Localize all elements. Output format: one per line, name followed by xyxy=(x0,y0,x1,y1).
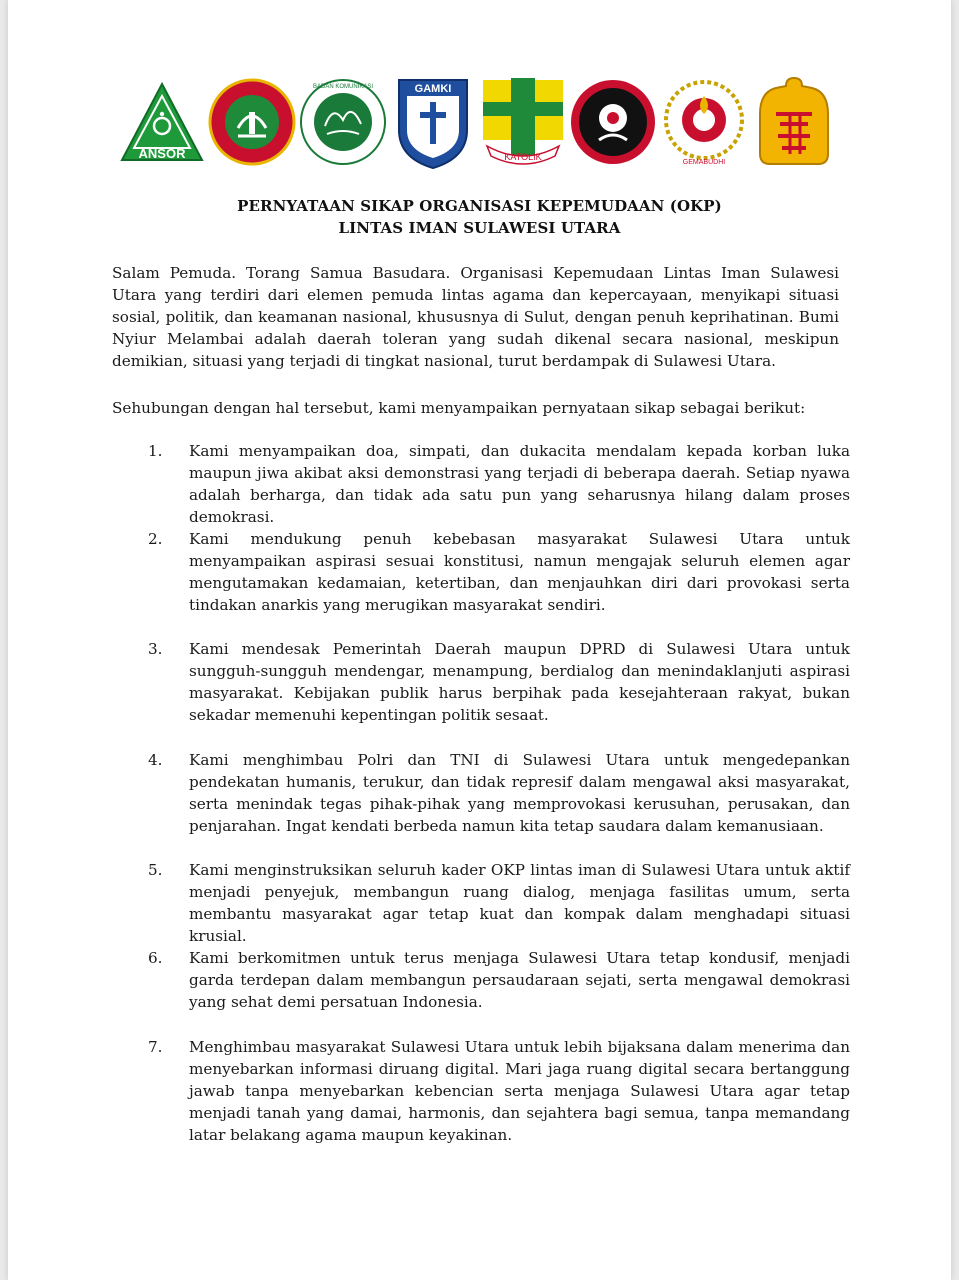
svg-text:GEMABUDHI: GEMABUDHI xyxy=(682,159,725,166)
list-item-text: Menghimbau masyarakat Sulawesi Utara untuk lebih bijaksana dalam menerima dan menyebarkan informasi diruang digital. Mari jaga ruang digital secara bertanggung jawab tanpa menyebarkan kebencian serta menjaga Sulawesi Utara agar tetap menjadi tanah yang damai, harmonis, dan sejahtera bagi semua, tanpa memandang latar belakang agama maupun keyakinan. xyxy=(189,1038,850,1144)
list-item-number: 4. xyxy=(148,751,163,769)
list-item-number: 1. xyxy=(148,442,163,460)
konghucu-logo xyxy=(750,74,838,170)
svg-text:KATOLIK: KATOLIK xyxy=(504,152,542,162)
list-item xyxy=(148,638,850,726)
list-item-text: Kami mendesak Pemerintah Daerah maupun DPRD di Sulawesi Utara untuk sungguh-sungguh mendengar, menampung, berdialog dan menindaklanjuti aspirasi masyarakat. Kebijakan publik harus berpihak pada kesejahteraan rakyat, bukan sekadar memenuhi kepentingan politik sesaat. xyxy=(189,640,850,724)
gemabudhi-logo xyxy=(660,74,748,170)
logo-row xyxy=(118,72,838,172)
document-subtitle: LINTAS IMAN SULAWESI UTARA xyxy=(338,219,621,237)
list-item-number: 7. xyxy=(148,1038,163,1056)
list-item-number: 3. xyxy=(148,640,163,658)
brmmi-logo xyxy=(299,74,387,170)
svg-text:GAMKI: GAMKI xyxy=(414,83,452,95)
list-item xyxy=(148,440,850,528)
list-item-text: Kami menghimbau Polri dan TNI di Sulawesi Utara untuk mengedepankan pendekatan humanis, terukur, dan tidak represif dalam mengawal aksi masyarakat, serta menindak tegas pihak-pihak yang memprovokasi kerusuhan, perusakan, dan penjarahan. Ingat kendati berbeda namun kita tetap saudara dalam kemanusiaan. xyxy=(189,751,850,835)
intro-paragraph: Salam Pemuda. Torang Samua Basudara. Organisasi Kepemudaan Lintas Iman Sulawesi Utara yang terdiri dari elemen pemuda lintas agama dan kepercayaan, menyikapi situasi sosial, politik, dan keamanan nasional, khususnya di Sulut, dengan penuh keprihatinan. Bumi Nyiur Melambai adalah daerah toleran yang sudah dikenal secara nasional, meskipun demikian, situasi yang terjadi di tingkat nasional, turut berdampak di Sulawesi Utara. xyxy=(112,264,839,370)
ansor-logo xyxy=(118,74,206,170)
list-item xyxy=(148,947,850,1013)
list-item-text: Kami menyampaikan doa, simpati, dan dukacita mendalam kepada korban luka maupun jiwa akibat aksi demonstrasi yang terjadi di beberapa daerah. Setiap nyawa adalah berharga, dan tidak ada satu pun yang seharusnya hilang dalam proses demokrasi. xyxy=(189,442,850,526)
list-item-number: 6. xyxy=(148,949,163,967)
list-item-number: 2. xyxy=(148,530,163,548)
list-item-text: Kami menginstruksikan seluruh kader OKP lintas iman di Sulawesi Utara untuk aktif menjadi penyejuk, membangun ruang dialog, menjaga fasilitas umum, serta membantu masyarakat agar tetap kuat dan kompak dalam menghadapi situasi krusial. xyxy=(189,861,850,945)
list-item xyxy=(148,528,850,616)
gamki-logo xyxy=(389,74,477,170)
document-page xyxy=(8,0,951,1280)
svg-text:ANSOR: ANSOR xyxy=(138,146,186,161)
peradah-logo xyxy=(569,74,657,170)
lead-paragraph: Sehubungan dengan hal tersebut, kami menyampaikan pernyataan sikap sebagai berikut: xyxy=(112,399,806,417)
list-item-text: Kami berkomitmen untuk terus menjaga Sulawesi Utara tetap kondusif, menjadi garda terdepan dalam membangun persaudaraan sejati, serta mengawal demokrasi yang sehat demi persatuan Indonesia. xyxy=(189,949,850,1011)
pemuda-muhammadiyah-logo xyxy=(208,74,296,170)
svg-text:BADAN KOMUNIKASI: BADAN KOMUNIKASI xyxy=(312,84,373,90)
list-item xyxy=(148,859,850,947)
list-item-text: Kami mendukung penuh kebebasan masyarakat Sulawesi Utara untuk menyampaikan aspirasi sesuai konstitusi, namun mengajak seluruh elemen agar mengutamakan kedamaian, ketertiban, dan menjauhkan diri dari provokasi serta tindakan anarkis yang merugikan masyarakat sendiri. xyxy=(189,530,850,614)
list-item-number: 5. xyxy=(148,861,163,879)
list-item xyxy=(148,1036,850,1146)
list-item xyxy=(148,749,850,837)
document-title: PERNYATAAN SIKAP ORGANISASI KEPEMUDAAN (OKP) xyxy=(237,197,722,215)
pemuda-katolik-logo xyxy=(479,74,567,170)
